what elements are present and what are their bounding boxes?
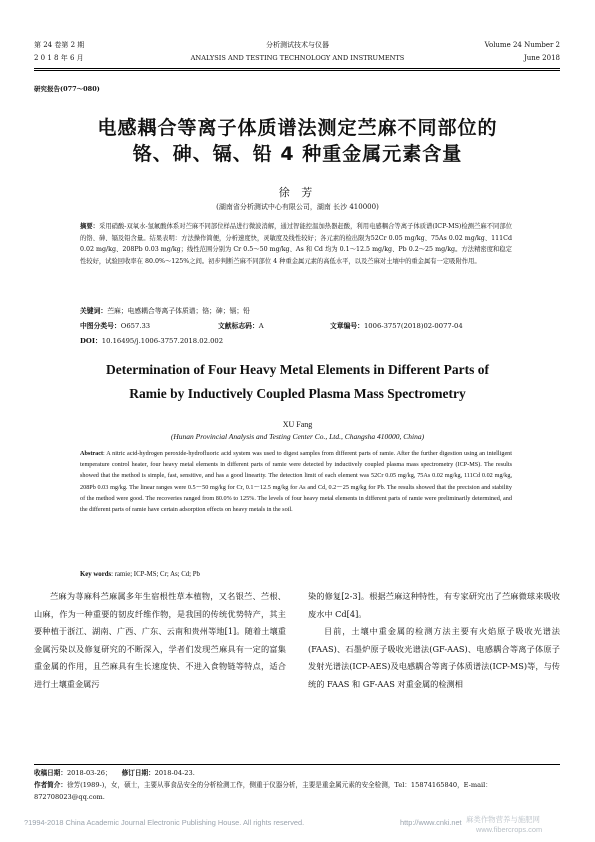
revised-label: 修订日期： [121, 769, 155, 777]
author-en: XU Fang [282, 420, 313, 429]
watermark-cn: 麻类作物营养与施肥网 [466, 815, 540, 824]
abstract-cn [80, 221, 512, 267]
title-en-line2: Ramie by Inductively Coupled Plasma Mass Spectrometry [129, 386, 466, 401]
title-cn-line2: 铬、砷、镉、铅 4 种重金属元素含量 [132, 143, 463, 165]
author-cn: 徐 芳 [278, 186, 317, 199]
doi [80, 337, 223, 346]
abstract-en-label: Abstract [80, 450, 104, 457]
journal-name-en: ANALYSIS AND TESTING TECHNOLOGY AND INSTRUMENTS [190, 54, 405, 62]
keywords-cn-text: 苎麻；电感耦合等离子体质谱；铬；砷；镉；铅 [107, 307, 250, 315]
affiliation-cn: (湖南省分析测试中心有限公司，湖南 长沙 410000) [216, 203, 379, 211]
article-number [330, 322, 463, 331]
doi-label: DOI： [80, 337, 102, 345]
watermark-url: www.fibercrops.com [476, 825, 543, 834]
keywords-en-label: Key words [80, 571, 112, 578]
title-en-line1: Determination of Four Heavy Metal Elements in Different Parts of [105, 362, 490, 377]
doc-code-value: A [258, 322, 264, 330]
abstract-en [80, 448, 512, 515]
article-no-value: 1006-3757(2018)02-0077-04 [363, 322, 463, 330]
clc-label: 中图分类号： [80, 322, 121, 330]
date-cn: 2 0 1 8 年 6 月 [34, 54, 84, 62]
volume-issue-en: Volume 24 Number 2 [484, 41, 560, 49]
journal-name-cn: 分析测试技术与仪器 [266, 41, 329, 49]
header-rule-thick [34, 68, 560, 69]
body-right-paragraph-1: 染的修复[2-3]。根据苎麻这种特性，有专家研究出了苎麻微球来吸收废水中 Cd[4]。 [308, 591, 560, 619]
body-right-paragraph-2: 目前，土壤中重金属的检测方法主要有火焰原子吸收光谱法(FAAS)、石墨炉原子吸收光谱法(GF-AAS)、电感耦合等离子体原子发射光谱法(ICP-AES)及电感耦合等离子体质谱法(ICP-MS)等，与传统的 FAAS 和 GF-AAS 对重金属的检测相 [308, 626, 560, 689]
date-en: June 2018 [523, 54, 560, 62]
body-left-column: 苎麻为荨麻科苎麻属多年生宿根性草本植物，又名银苎、苎根、山麻，作为一种重要的韧皮纤维作物，是我国的传统优势特产，其主要种植于浙江、湖南、广西、广东、云南和贵州等地[1]。随着土壤重金属污染以及修复研究的不断深入，学者们发现苎麻具有一定的富集重金属的作用，且苎麻具有生长速度快、不进入食物链等特点，适合进行土壤重金属污 [34, 591, 286, 689]
doc-code-label: 文献标志码： [218, 322, 259, 330]
received-date: 2018-03-26； [66, 769, 112, 777]
keywords-en-text: : ramie; ICP-MS; Cr; As; Cd; Pb [111, 571, 200, 578]
keywords-cn [80, 307, 250, 316]
cnki-link[interactable]: http://www.cnki.net [400, 818, 462, 827]
clc-value: O657.33 [120, 322, 151, 330]
keywords-en [80, 570, 200, 579]
article-no-label: 文章编号： [330, 322, 364, 330]
abstract-cn-label: 摘要： [80, 223, 99, 230]
clc-number [80, 322, 150, 331]
volume-issue-cn: 第 24 卷第 2 期 [34, 41, 85, 49]
section-tag: 研究报告(077～080) [34, 85, 100, 93]
revised-date: 2018-04-23. [154, 769, 195, 777]
affiliation-en: (Hunan Provincial Analysis and Testing Center Co., Ltd., Changsha 410000, China) [170, 432, 425, 441]
header-rule-thin [34, 70, 560, 71]
abstract-en-text: : A nitric acid-hydrogen peroxide-hydrofluoric acid system was used to digest samples from different parts of ramie. After the further digestion using an intelligent temperature control heater, four heavy metal elements in different parts of ramie were detected by inductively coupled plasma mass spectrometry (ICP-MS). The results showed that the method is simple, fast, sensitive, and has a good linearity. The detection limit of each element was 52Cr 0.05 mg/kg, 75As 0.02 mg/kg, 111Cd 0.02 mg/kg, 208Pb 0.03 mg/kg. The linear ranges were 0.5～50 mg/kg for Cr, 0.1～12.5 mg/kg for As and Cd, 0.2～25 mg/kg for Pb. The results showed that the precision and stability of the method were good. The recoveries ranged from 80.0% to 125%. The levels of four heavy metal elements in different parts of ramie were preliminarily determined, and the different parts of ramie have certain adsorption effects on heavy metals in the soil. [80, 450, 512, 514]
abstract-cn-text: 采用硝酸-双氧水-氢氟酸体系对苎麻不同部位样品进行微波消解，通过智能控温加热器赶酸，利用电感耦合等离子体质谱(ICP-MS)检测苎麻不同部位的铬、砷、镉及铅含量。结果表明：方法操作简便，分析速度快，灵敏度及线性较好；各元素的检出限为52Cr 0.05 mg/kg、75As 0.02 mg/kg、111Cd 0.02 mg/kg、208Pb 0.03 mg/kg；线性范围分别为 Cr 0.5～50 mg/kg、As 和 Cd 均为 0.1～12.5 mg/kg、Pb 0.2～25 mg/kg。方法精密度和稳定性较好，试验回收率在 80.0%～125%之间。初步判断苎麻不同部位 4 种重金属元素的高低水平，以及苎麻对土壤中的重金属有一定吸附作用。 [80, 223, 512, 265]
received-label: 收稿日期： [34, 769, 67, 777]
body-right-column [308, 588, 560, 694]
footnote-rule [34, 764, 560, 765]
author-bio-label: 作者简介： [34, 781, 67, 789]
footnote-author [34, 780, 560, 803]
author-bio-text: 徐芳(1989-)，女，硕士，主要从事食品安全的分析检测工作，侧重于仪器分析，主要是重金属元素的安全检测，Tel：15874165840，E-mail：872708023@qq.com. [34, 781, 492, 801]
title-cn-line1: 电感耦合等离子体质谱法测定苎麻不同部位的 [97, 117, 498, 139]
copyright-text: ?1994-2018 China Academic Journal Electronic Publishing House. All rights reserved. [24, 818, 305, 827]
doi-value: 10.16495/j.1006-3757.2018.02.002 [101, 337, 224, 345]
document-code [218, 322, 264, 331]
footnote-dates [34, 768, 560, 780]
keywords-cn-label: 关键词： [80, 307, 108, 315]
